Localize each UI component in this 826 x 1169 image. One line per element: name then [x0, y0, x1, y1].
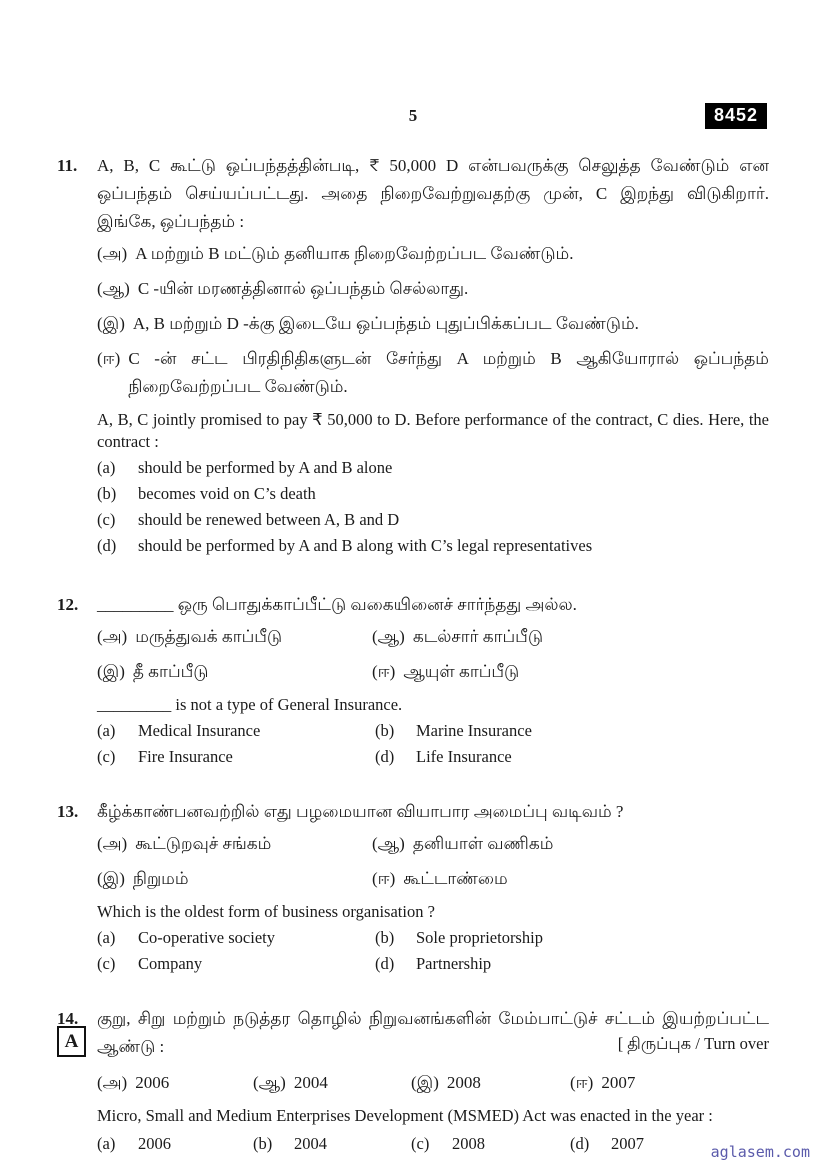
option-label: (இ) — [97, 662, 125, 681]
option-label: (ஆ) — [253, 1073, 286, 1092]
question-13 — [57, 798, 769, 975]
option-text: should be performed by A and B along with C’s legal representatives — [138, 536, 593, 555]
question-text-tamil: குறு, சிறு மற்றும் நடுத்தர தொழில் நிறுவனங்களின் மேம்பாட்டுச் சட்டம் இயற்றப்பட்ட ஆண்டு : — [97, 1009, 769, 1056]
option-text: Marine Insurance — [416, 721, 532, 740]
tamil-options-grid — [97, 830, 769, 893]
option-label: (d) — [97, 536, 117, 555]
option-text: A மற்றும் B மட்டும் தனியாக நிறைவேற்றப்பட வேண்டும். — [135, 244, 574, 263]
option-text: Partnership — [416, 954, 492, 973]
option-english-a — [97, 457, 769, 479]
option-label: (c) — [97, 510, 116, 529]
option-label: (c) — [411, 1134, 430, 1153]
option-english-d — [97, 535, 769, 557]
option-label: (அ) — [97, 244, 128, 263]
option-tamil-a — [97, 240, 769, 268]
option-text: should be performed by A and B alone — [138, 458, 393, 477]
option-english-d — [375, 746, 769, 768]
option-label: (b) — [375, 928, 395, 947]
watermark-text: aglasem.com — [710, 1143, 810, 1161]
page-header — [57, 106, 769, 132]
option-text: ஆயுள் காப்பீடு — [403, 662, 520, 681]
english-options-list — [97, 457, 769, 557]
option-english-c — [97, 953, 375, 975]
option-english-c — [97, 746, 375, 768]
option-tamil-a — [97, 830, 372, 858]
option-label: (அ) — [97, 834, 128, 853]
question-text-tamil: கீழ்க்காண்பனவற்றில் எது பழமையான வியாபார அமைப்பு வடிவம் ? — [97, 802, 624, 821]
english-options-grid — [97, 927, 769, 975]
option-label: (a) — [97, 721, 116, 740]
option-english-a — [97, 1133, 253, 1155]
option-text: 2007 — [601, 1073, 636, 1092]
option-text: தீ காப்பீடு — [132, 662, 209, 681]
option-label: (a) — [97, 928, 116, 947]
option-english-b — [375, 720, 769, 742]
option-tamil-i — [97, 865, 372, 893]
page-footer — [57, 1026, 769, 1057]
option-text: should be renewed between A, B and D — [138, 510, 400, 529]
option-text: கூட்டாண்மை — [403, 869, 508, 888]
option-text: becomes void on C’s death — [138, 484, 316, 503]
option-label: (b) — [253, 1134, 273, 1153]
option-label: (இ) — [97, 314, 125, 333]
question-text-tamil: A, B, C கூட்டு ஒப்பந்தத்தின்படி, ₹ 50,000 D என்பவருக்கு செலுத்த வேண்டும் என ஒப்பந்தம் செய்யப்பட்டது. அதை நிறைவேற்றுவதற்கு முன், C இறந்து விடுகிறார். இங்கே, ஒப்பந்தம் : — [97, 156, 769, 231]
option-text: தனியாள் வணிகம் — [412, 834, 554, 853]
option-text: நிறுமம் — [132, 869, 189, 888]
option-text: C -யின் மரணத்தினால் ஒப்பந்தம் செல்லாது. — [137, 279, 469, 298]
question-number: 13. — [57, 802, 79, 821]
option-label: (a) — [97, 1134, 116, 1153]
question-text-tamil: _________ ஒரு பொதுக்காப்பீட்டு வகையினைச் சார்ந்தது அல்ல. — [97, 595, 577, 614]
question-text-english: Micro, Small and Medium Enterprises Development (MSMED) Act was enacted in the year : — [97, 1106, 713, 1125]
question-number: 12. — [57, 595, 79, 614]
paper-code-badge: 8452 — [705, 103, 767, 129]
option-text: 2007 — [611, 1134, 644, 1153]
option-text: கடல்சார் காப்பீடு — [412, 627, 544, 646]
option-label: (ஆ) — [372, 834, 405, 853]
option-text: 2008 — [452, 1134, 485, 1153]
option-label: (c) — [97, 954, 116, 973]
version-box: A — [57, 1026, 86, 1057]
question-text-english: _________ is not a type of General Insurance. — [97, 695, 403, 714]
question-number: 14. — [57, 1009, 79, 1028]
option-label: (ஈ) — [372, 869, 396, 888]
option-label: (d) — [375, 747, 395, 766]
tamil-options-grid — [97, 623, 769, 686]
question-11 — [57, 152, 769, 561]
option-english-b — [97, 483, 769, 505]
option-tamil-ii — [372, 865, 769, 893]
option-tamil-i — [411, 1069, 570, 1097]
option-label: (அ) — [97, 1073, 128, 1092]
option-english-c — [411, 1133, 570, 1155]
option-tamil-aa — [372, 623, 769, 651]
option-tamil-a — [97, 623, 372, 651]
tamil-options-list — [97, 240, 769, 401]
option-text: Medical Insurance — [138, 721, 261, 740]
option-label: (b) — [97, 484, 117, 503]
option-label: (இ) — [411, 1073, 439, 1092]
option-tamil-aa — [372, 830, 769, 858]
option-tamil-ii — [570, 1069, 769, 1097]
turn-over-label: [ திருப்புக / Turn over — [617, 1034, 769, 1053]
option-text: கூட்டுறவுச் சங்கம் — [135, 834, 272, 853]
option-english-b — [253, 1133, 411, 1155]
option-label: (b) — [375, 721, 395, 740]
option-tamil-aa — [253, 1069, 411, 1097]
option-english-c — [97, 509, 769, 531]
option-text: Company — [138, 954, 203, 973]
option-text: A, B மற்றும் D -க்கு இடையே ஒப்பந்தம் புதுப்பிக்கப்பட வேண்டும். — [132, 314, 639, 333]
option-text: 2004 — [293, 1073, 328, 1092]
option-text: 2006 — [135, 1073, 170, 1092]
option-label: (ஆ) — [372, 627, 405, 646]
option-label: (a) — [97, 458, 116, 477]
option-label: (ஈ) — [97, 349, 121, 368]
option-label: (d) — [375, 954, 395, 973]
option-english-a — [97, 927, 375, 949]
option-text: Sole proprietorship — [416, 928, 543, 947]
option-tamil-i — [97, 310, 769, 338]
english-options-row — [97, 1133, 769, 1155]
option-text: 2004 — [294, 1134, 327, 1153]
option-label: (ஆ) — [97, 279, 130, 298]
option-label: (c) — [97, 747, 116, 766]
option-tamil-aa — [97, 275, 769, 303]
question-12 — [57, 591, 769, 768]
option-text: Co-operative society — [138, 928, 275, 947]
option-english-a — [97, 720, 375, 742]
option-tamil-i — [97, 658, 372, 686]
tamil-options-row — [97, 1069, 769, 1097]
option-label: (இ) — [97, 869, 125, 888]
option-tamil-ii — [372, 658, 769, 686]
option-label: (ஈ) — [570, 1073, 594, 1092]
english-options-grid — [97, 720, 769, 768]
option-english-b — [375, 927, 769, 949]
question-text-english: Which is the oldest form of business organisation ? — [97, 902, 435, 921]
option-label: (ஈ) — [372, 662, 396, 681]
question-number: 11. — [57, 156, 78, 175]
question-text-english: A, B, C jointly promised to pay ₹ 50,000 to D. Before performance of the contract, C dies. Here, the contract : — [97, 410, 769, 451]
option-label: (d) — [570, 1134, 590, 1153]
option-english-d — [375, 953, 769, 975]
option-text: Fire Insurance — [138, 747, 233, 766]
option-text: Life Insurance — [416, 747, 512, 766]
option-tamil-a — [97, 1069, 253, 1097]
option-label: (அ) — [97, 627, 128, 646]
option-text: C -ன் சட்ட பிரதிநிதிகளுடன் சேர்ந்து A மற்றும் B ஆகியோரால் ஒப்பந்தம் நிறைவேற்றப்பட வேண்டும். — [128, 349, 769, 396]
page-number: 5 — [408, 106, 418, 125]
option-text: 2008 — [446, 1073, 481, 1092]
option-text: மருத்துவக் காப்பீடு — [135, 627, 283, 646]
option-tamil-ii — [97, 345, 769, 401]
option-text: 2006 — [138, 1134, 171, 1153]
